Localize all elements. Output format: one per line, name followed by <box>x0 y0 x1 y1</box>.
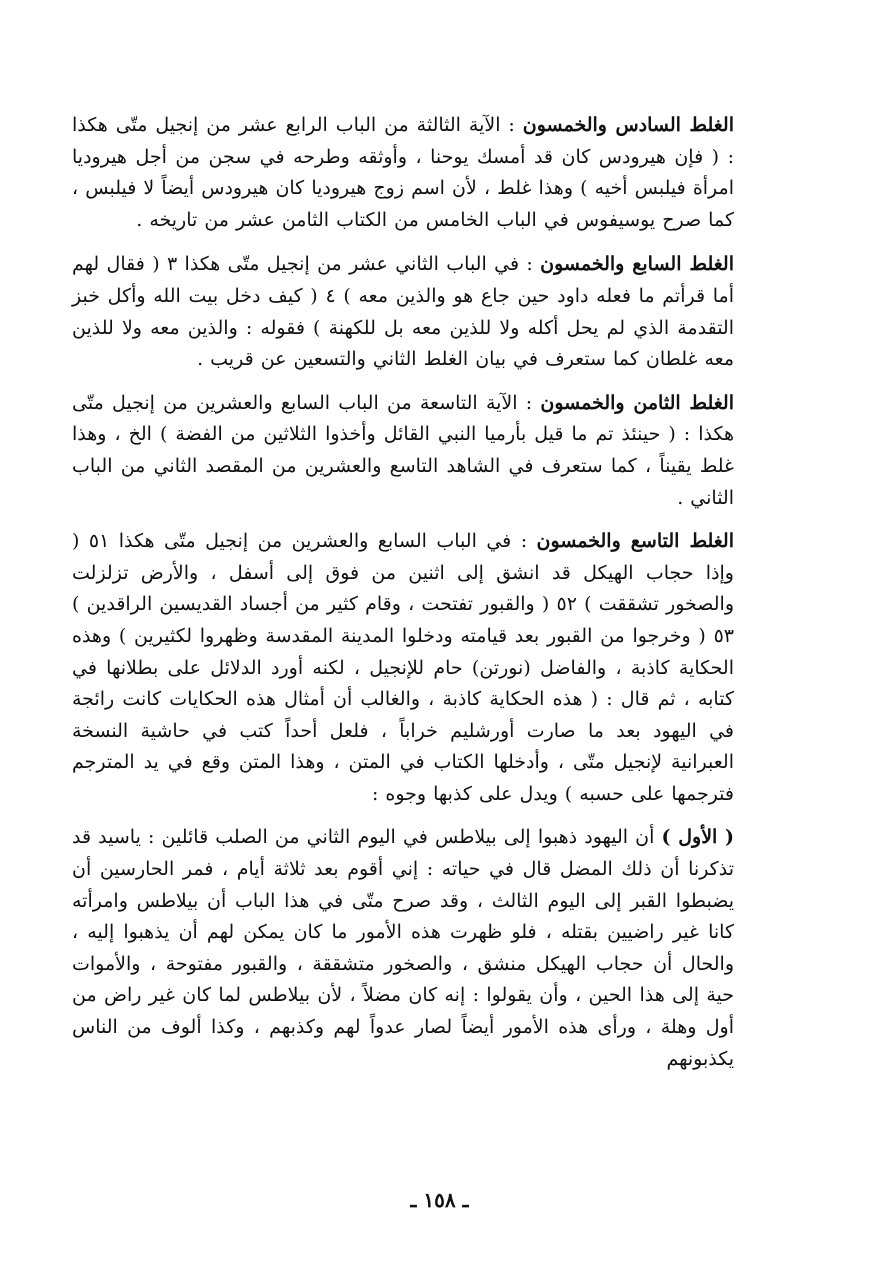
paragraph-first-reason <box>72 822 734 1075</box>
paragraph-text: : الآية الثالثة من الباب الرابع عشر من إنجيل متّى هكذا : ( فإن هيرودس كان قد أمسك يوحنا ، وأوثقه وطرحه في سجن من أجل هيروديا امرأة فيلبس أخيه ) وهذا غلط ، لأن اسم زوج هيروديا كان هيرودس أيضاً لا فيلبس ، كما صرح يوسيفوس في الباب الخامس من الكتاب الثامن عشر من تاريخه . <box>72 114 734 231</box>
paragraph-heading: الغلط التاسع والخمسون <box>536 530 734 553</box>
paragraph-heading: ( الأول ) <box>661 826 734 849</box>
paragraph-59 <box>72 526 734 810</box>
paragraph-56 <box>72 110 734 236</box>
paragraph-58 <box>72 388 734 514</box>
paragraph-57 <box>72 249 734 375</box>
page-body <box>72 110 734 1087</box>
paragraph-text: أن اليهود ذهبوا إلى بيلاطس في اليوم الثاني من الصلب قائلين : ياسيد قد تذكرنا أن ذلك المضل قال في حياته : إني أقوم بعد ثلاثة أيام ، فمر الحارسين أن يضبطوا القبر إلى اليوم الثالث ، وقد صرح متّى في هذا الباب أن بيلاطس وامرأته كانا غير راضيين بقتله ، فلو ظهرت هذه الأمور ما كان يمكن لهم أن يذهبوا إليه ، والحال أن حجاب الهيكل منشق ، والصخور متشققة ، والقبور مفتوحة ، والأموات حية إلى هذا الحين ، وأن يقولوا : إنه كان مضلاً ، لأن بيلاطس لما كان غير راض من أول وهلة ، ورأى هذه الأمور أيضاً لصار عدواً لهم وكذبهم ، وكذا ألوف من الناس يكذبونهم <box>72 826 734 1070</box>
page-number: ـ ١٥٨ ـ <box>410 1188 469 1212</box>
paragraph-heading: الغلط السابع والخمسون <box>540 253 734 276</box>
paragraph-heading: الغلط الثامن والخمسون <box>540 391 734 414</box>
paragraph-heading: الغلط السادس والخمسون <box>522 114 734 136</box>
paragraph-text: : في الباب السابع والعشرين من إنجيل متّى هكذا ٥١ ( وإذا حجاب الهيكل قد انشق إلى اثنين من فوق إلى أسفل ، والأرض تزلزلت والصخور تشققت ) ٥٢ ( والقبور تفتحت ، وقام كثير من أجساد القديسين الراقدين ) ٥٣ ( وخرجوا من القبور بعد قيامته ودخلوا المدينة المقدسة وظهروا لكثيرين ) وهذه الحكاية كاذبة ، والفاضل (نورتن) حام للإنجيل ، لكنه أورد الدلائل على بطلانها في كتابه ، ثم قال : ( هذه الحكاية كاذبة ، والغالب أن أمثال هذه الحكايات كانت رائجة في اليهود بعد ما صارت أورشليم خراباً ، فلعل أحداً كتب في حاشية النسخة العبرانية لإنجيل متّى ، وأدخلها الكتاب في المتن ، وهذا المتن وقع في يد المترجم فترجمها على حسبه ) ويدل على كذبها وجوه : <box>72 530 735 805</box>
paragraph-text: : في الباب الثاني عشر من إنجيل متّى هكذا ٣ ( فقال لهم أما قرأتم ما فعله داود حين جاع هو والذين معه ) ٤ ( كيف دخل بيت الله وأكل خبز التقدمة الذي لم يحل أكله ولا للذين معه بل للكهنة ) فقوله : والذين معه ولا للذين معه غلطان كما ستعرف في بيان الغلط الثاني والتسعين عن قريب . <box>72 253 734 371</box>
paragraph-text: : الآية التاسعة من الباب السابع والعشرين من إنجيل متّى هكذا : ( حينئذ تم ما قيل بأرميا النبي القائل وأخذوا الثلاثين من الفضة ) الخ ، وهذا غلط يقيناً ، كما ستعرف في الشاهد التاسع والعشرين من المقصد الثاني من الباب الثاني . <box>72 391 734 509</box>
